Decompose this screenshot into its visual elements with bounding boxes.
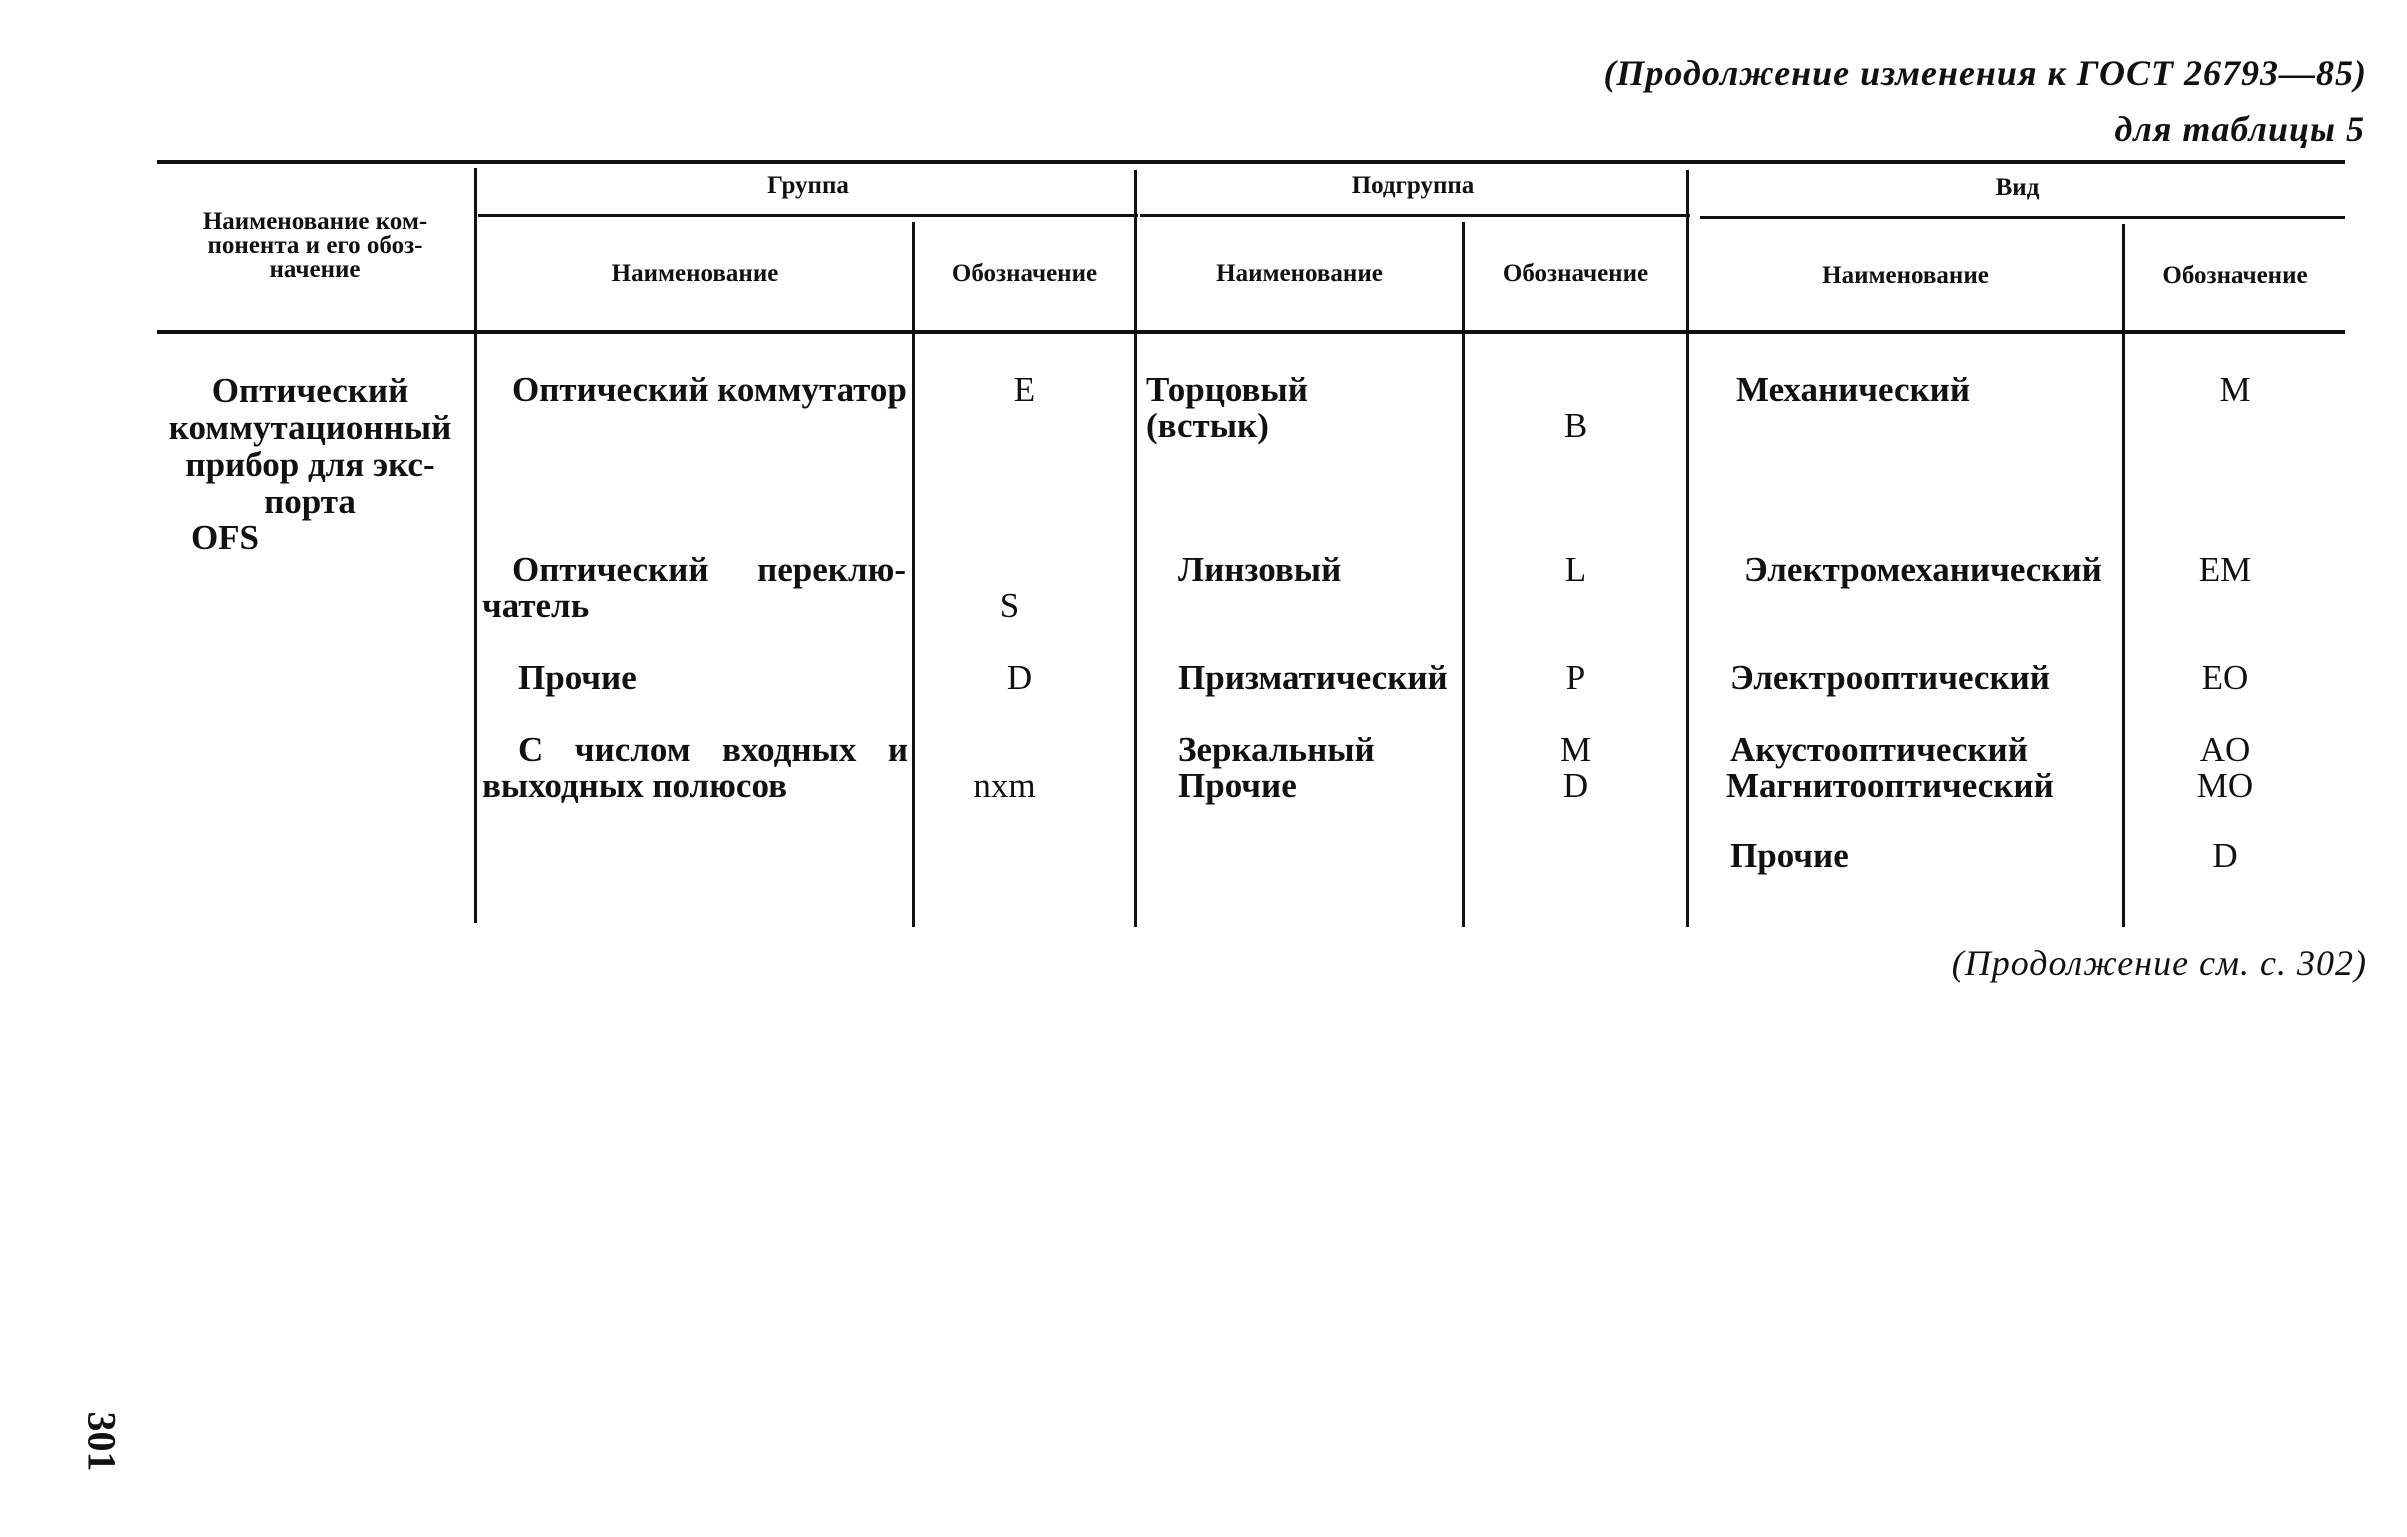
header-subgroup: Подгруппа bbox=[1351, 172, 1475, 199]
group-item-2-name-line2: чатель bbox=[482, 586, 590, 625]
component-name: Оптический коммутационный прибор для экс- порта bbox=[168, 371, 452, 521]
subgroup-item-1-name: Торцовый (встык) bbox=[1146, 370, 1308, 445]
group-item-3-code: D bbox=[1006, 658, 1033, 697]
subgroup-item-2-code: L bbox=[1564, 550, 1587, 589]
kind-item-5-code: MO bbox=[2196, 766, 2254, 805]
kind-item-6-code: D bbox=[2212, 836, 2238, 875]
subgroup-item-5-code: D bbox=[1562, 766, 1589, 805]
header-mid-rule-subgroup bbox=[1140, 214, 1690, 217]
header-subgroup-designation: Обозначение bbox=[1502, 260, 1649, 287]
kind-item-5-name: Магнитооптический bbox=[1726, 766, 2054, 805]
header-kind-name: Наименование bbox=[1822, 262, 1989, 289]
group-item-4-code: nxm bbox=[973, 766, 1036, 805]
subgroup-item-4-name: Зеркальный bbox=[1178, 730, 1375, 769]
kind-item-2-name: Электромеханический bbox=[1744, 550, 2102, 589]
header-kind: Вид bbox=[1995, 174, 2040, 201]
table-reference: для таблицы 5 bbox=[2114, 109, 2365, 149]
header-mid-rule-kind bbox=[1700, 216, 2345, 219]
group-item-1-code: E bbox=[1013, 370, 1036, 409]
continuation-header: (Продолжение изменения к ГОСТ 26793—85) bbox=[1603, 53, 2367, 93]
group-item-2-name-line1: Оптический переклю- bbox=[512, 550, 906, 589]
header-component: Наименование ком- понента и его обоз- начение bbox=[202, 208, 428, 283]
page-number: 301 bbox=[79, 1411, 125, 1472]
subgroup-item-2-name: Линзовый bbox=[1178, 550, 1342, 589]
group-item-4-name-line1: С числом входных и bbox=[518, 730, 908, 769]
kind-item-3-code: EO bbox=[2201, 658, 2249, 697]
kind-item-4-code: AO bbox=[2199, 730, 2251, 769]
group-item-1-name: Оптический коммутатор bbox=[512, 370, 907, 409]
col-divider-2 bbox=[912, 222, 915, 927]
header-bottom-rule bbox=[157, 330, 2345, 334]
header-mid-rule-group bbox=[478, 214, 1138, 217]
kind-item-2-code: EM bbox=[2198, 550, 2252, 589]
subgroup-item-3-code: P bbox=[1565, 658, 1586, 697]
col-divider-1 bbox=[474, 168, 477, 923]
subgroup-item-4-code: M bbox=[1559, 730, 1592, 769]
component-code: OFS bbox=[190, 518, 260, 557]
subgroup-item-3-name: Призматический bbox=[1178, 658, 1448, 697]
subgroup-item-1-code: B bbox=[1563, 406, 1588, 445]
header-group-name: Наименование bbox=[611, 260, 779, 287]
subgroup-item-5-name: Прочие bbox=[1178, 766, 1297, 805]
header-subgroup-name: Наименование bbox=[1216, 260, 1383, 287]
group-item-2-code: S bbox=[999, 586, 1020, 625]
kind-item-4-name: Акустооптический bbox=[1730, 730, 2028, 769]
kind-item-3-name: Электрооптический bbox=[1730, 658, 2050, 697]
kind-item-1-name: Механический bbox=[1736, 370, 1971, 409]
group-item-4-name-line2: выходных полюсов bbox=[482, 766, 787, 805]
header-kind-designation: Обозначение bbox=[2162, 262, 2308, 289]
header-group: Группа bbox=[767, 172, 849, 199]
kind-item-6-name: Прочие bbox=[1730, 836, 1849, 875]
continuation-footer: (Продолжение см. с. 302) bbox=[1951, 943, 2367, 983]
table-top-rule bbox=[157, 160, 2345, 164]
kind-item-1-code: M bbox=[2219, 370, 2251, 409]
header-group-designation: Обозначение bbox=[951, 260, 1098, 287]
group-item-3-name: Прочие bbox=[518, 658, 637, 697]
